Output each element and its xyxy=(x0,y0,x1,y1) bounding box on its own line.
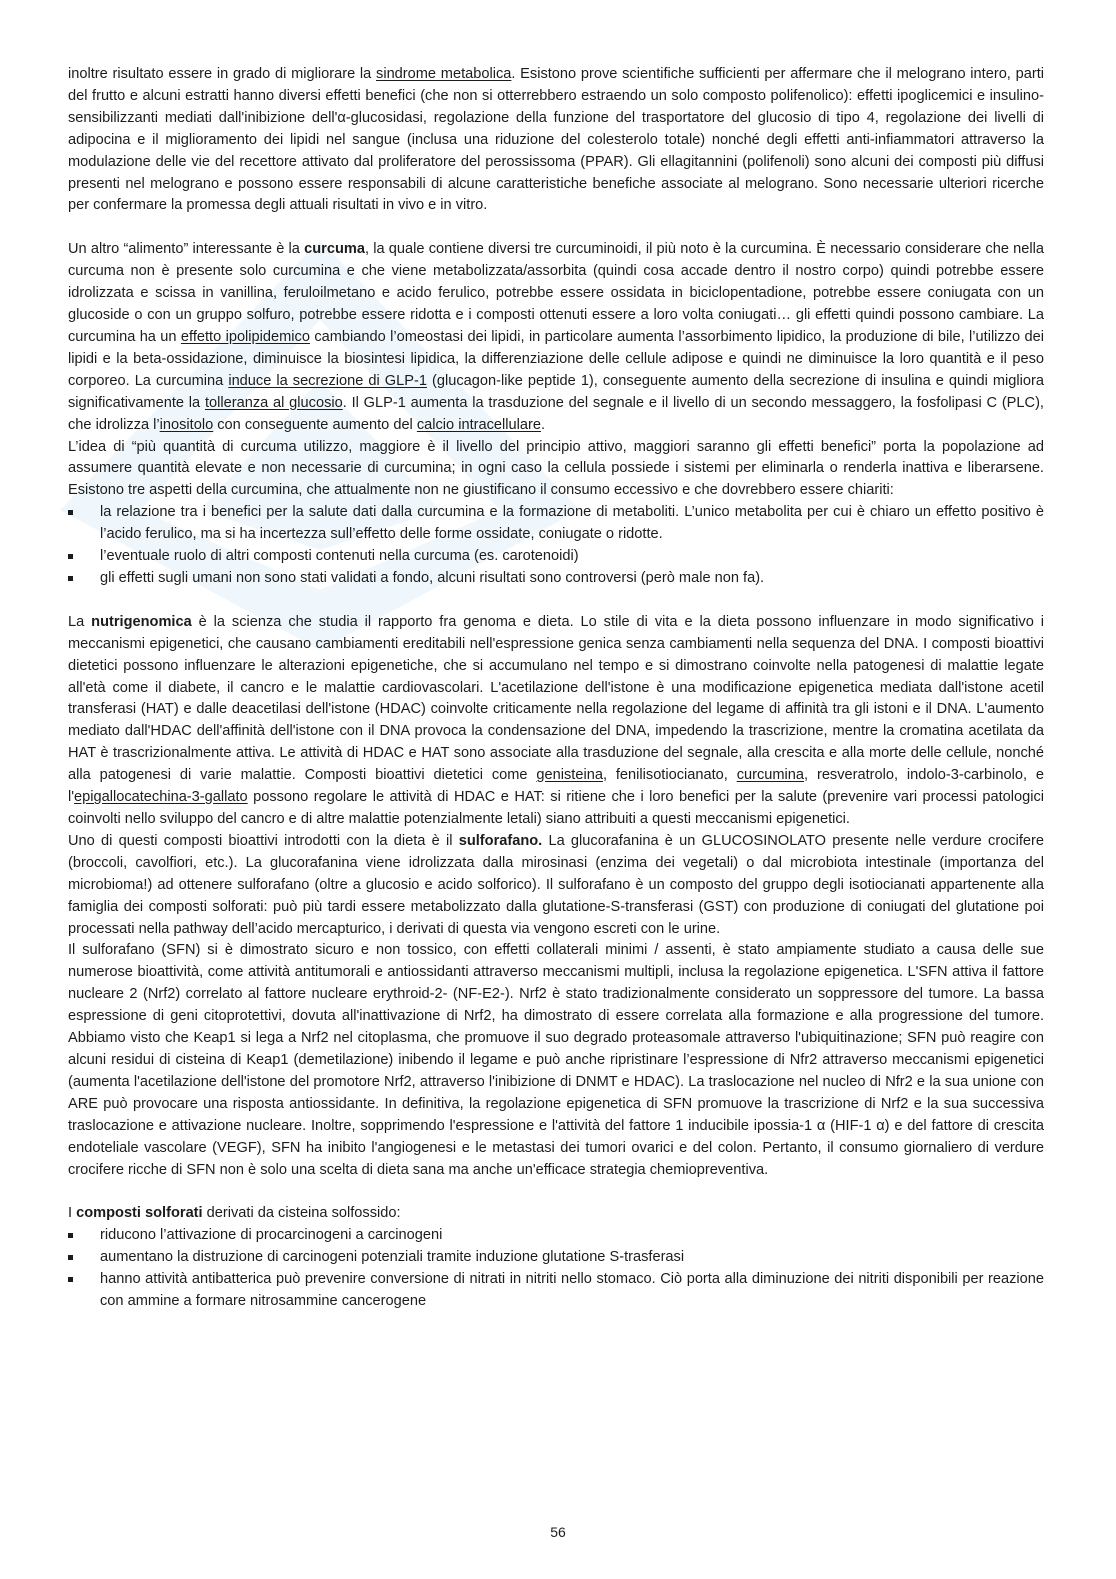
paragraph-melograno: inoltre risultato essere in grado di migliorare la sindrome metabolica. Esistono prove scientifiche sufficienti per affermare che il melograno intero, parti del frutto e alcuni estratti hanno diversi effetti benefici (che non si otterrebbero estraendo un solo composto polifenolico): effetti ipoglicemici e insulino-sensibilizzanti mediati dall'inibizione dell'α-glucosidasi, regolazione della funzione del trasportatore del glucosio di tipo 4, regolazione dei livelli di adipocina e il miglioramento dei lipidi nel sangue (inclusa una riduzione del colesterolo totale) nonché degli effetti anti-infiammatori attraverso la modulazione delle vie del recettore attivato dal proliferatore del perossissoma (PPAR). Gli ellagitannini (polifenoli) sono alcuni dei composti più diffusi presenti nel melograno e possono essere responsabili di alcune caratteristiche benefiche associate al melograno. Sono necessarie ulteriori ricerche per confermare la promessa degli attuali risultati in vivo e in vitro. xyxy=(68,66,1044,214)
curcumina-aspects-list xyxy=(68,502,1044,590)
term-genisteina: genisteina xyxy=(536,767,603,784)
link-sindrome-metabolica: sindrome metabolica xyxy=(376,66,512,82)
term-calcio-intracellulare: calcio intracellulare xyxy=(416,416,541,433)
list-item: l’eventuale ruolo di altri composti contenuti nella curcuma (es. carotenoidi) xyxy=(68,546,1044,568)
term-composti-solforati: composti solforati xyxy=(76,1205,203,1222)
paragraph-composti-solforati: I composti solforati derivati da cisteina solfossido: xyxy=(68,1205,401,1222)
page-number: 56 xyxy=(550,1524,566,1540)
list-item: la relazione tra i benefici per la salute dati dalla curcumina e la formazione di metaboliti. L’unico metabolita per cui è chiaro un effetto positivo è l’acido ferulico, ma si ha incertezza sull’effetto delle forme ossidate, coniugate o ridotte. xyxy=(68,502,1044,546)
list-item: hanno attività antibatterica può prevenire conversione di nitrati in nitriti nello stomaco. Ciò porta alla diminuzione dei nitriti disponibili per reazione con ammine a formare nitrosammine cancerogene xyxy=(68,1269,1044,1313)
composti-solforati-list xyxy=(68,1225,1044,1313)
list-item: gli effetti sugli umani non sono stati validati a fondo, alcuni risultati sono controversi (però male non fa). xyxy=(68,568,1044,590)
term-inositolo: inositolo xyxy=(159,416,214,433)
term-curcumina: curcumina xyxy=(736,767,805,784)
term-glp1: induce la secrezione di GLP-1 xyxy=(228,372,427,389)
paragraph-sfn: Il sulforafano (SFN) si è dimostrato sicuro e non tossico, con effetti collaterali minimi / assenti, è stato ampiamente studiato a causa delle sue numerose bioattività, come attività antitumorali e antiossidanti attraverso meccanismi multipli, inclusa la regolazione epigenetica. L'SFN attiva il fattore nucleare 2 (Nrf2) correlato al fattore nucleare erythroid-2- (NF-E2-). Nrf2 è stato tradizionalmente considerato un soppressore del tumore. La bassa espressione di geni citoprotettivi, dovuta all'inattivazione di Nrf2, ha dimostrato di essere correlata alla formazione e alla progressione del tumore. Abbiamo visto che Keap1 si lega a Nrf2 nel citoplasma, che promuove il suo degrado proteasomale attraverso l'ubiquitinazione; SFN può reagire con alcuni residui di cisteina di Keap1 (demetilazione) inibendo il legame e può anche ripristinare l’espressione di Nfr2 attraverso meccanismi epigenetici (aumenta l'acetilazione dell'istone del promotore Nrf2, attraverso l'inibizione di DNMT e HDAC). La traslocazione nel nucleo di Nfr2 e la sua unione con ARE può provocare una risposta antiossidante. In definitiva, la regolazione epigenetica di SFN promuove la trascrizione di Nrf2 e la sua successiva traslocazione e attivazione nucleare. Inoltre, sopprimendo l'espressione e l'attività del fattore 1 inducibile ipossia-1 α (HIF-1 α) e del fattore di crescita endoteliale vascolare (VEGF), SFN ha inibito l'angiogenesi e le metastasi dei tumori ovarici e del colon. Pertanto, il consumo giornaliero di verdure crocifere ricche di SFN non è solo una scelta di dieta sana ma anche un'efficace strategia chemiopreventiva. xyxy=(68,942,1044,1178)
page-content xyxy=(68,64,1044,1313)
paragraph-quantita-curcuma: L’idea di “più quantità di curcuma utilizzo, maggiore è il livello del principio attivo, maggiori saranno gli effetti benefici” porta la popolazione ad assumere quantità elevate e non necessarie di curcumina; in ogni caso la cellula possiede i sistemi per eliminarla o renderla inattiva e liberarsene. Esistono tre aspetti della curcumina, che attualmente non ne giustificano il consumo eccessivo e che dovrebbero essere chiariti: xyxy=(68,438,1044,499)
list-item: aumentano la distruzione di carcinogeni potenziali tramite induzione glutatione S-trasferasi xyxy=(68,1247,1044,1269)
term-nutrigenomica: nutrigenomica xyxy=(91,613,192,630)
paragraph-sulforafano: Uno di questi composti bioattivi introdotti con la dieta è il sulforafano. La glucorafanina è un GLUCOSINOLATO presente nelle verdure crocifere (broccoli, cavolfiori, etc.). La glucorafanina viene idrolizzata dalla mirosinasi (enzima dei vegetali) o dal microbiota intestinale (importanza del microbioma!) ad ottenere sulforafano (oltre a glucosio e acido solforico). Il sulforafano è un composto del gruppo degli isotiocianati appartenente alla famiglia dei composti solforati: può più tardi essere metabolizzato dalla glutatione-S-transferasi (GST) con produzione di coniugati del glutatione poi processati nella pathway dell’acido mercapturico, i derivati di questa via vengono escreti con le urine. xyxy=(68,832,1044,937)
term-curcuma: curcuma xyxy=(304,241,365,258)
list-item: riducono l’attivazione di procarcinogeni a carcinogeni xyxy=(68,1225,1044,1247)
term-tolleranza-glucosio: tolleranza al glucosio xyxy=(204,394,343,411)
term-sulforafano: sulforafano. xyxy=(458,832,543,849)
term-effetto-ipolipidemico: effetto ipolipidemico xyxy=(180,328,310,345)
paragraph-curcuma: Un altro “alimento” interessante è la curcuma, la quale contiene diversi tre curcuminoidi, il più noto è la curcumina. È necessario considerare che nella curcuma non è presente solo curcumina e che viene metabolizzata/assorbita (quindi cosa accade dentro il nostro corpo) quindi potrebbe essere idrolizzata e scissa in vanillina, feruloilmetano e acido ferulico, potrebbe essere ossidata in biciclopentadione, potrebbe essere coniugata con un glucoside o con un gruppo solfuro, potrebbe essere ridotta e i composti ottenuti essere a loro volta coniugati… gli effetti quindi possono cambiare. La curcumina ha un effetto ipolipidemico cambiando l’omeostasi dei lipidi, in particolare aumenta l’assorbimento lipidico, la produzione di bile, l’utilizzo dei lipidi e la beta-ossidazione, diminuisce la biosintesi lipidica, la differenziazione delle cellule adipose e quindi ne diminuisce la loro quantità e il peso corporeo. La curcumina induce la secrezione di GLP-1 (glucagon-like peptide 1), conseguente aumento della secrezione di insulina e quindi migliora significativamente la tolleranza al glucosio. Il GLP-1 aumenta la trasduzione del segnale e il livello di un secondo messaggero, la fosfolipasi C (PLC), che idrolizza l’inositolo con conseguente aumento del calcio intracellulare. xyxy=(68,241,1044,433)
paragraph-nutrigenomica: La nutrigenomica è la scienza che studia il rapporto fra genoma e dieta. Lo stile di vita e la dieta possono influenzare in modo significativo i meccanismi epigenetici, che causano cambiamenti ereditabili nell'espressione genica senza cambiamenti nella sequenza del DNA. I composti bioattivi dietetici possono influenzare le alterazioni epigenetiche, che si accumulano nel tempo e si dimostrano coinvolte nella patogenesi di malattie legate all'età come il diabete, il cancro e le malattie cardiovascolari. L'acetilazione dell'istone è una modificazione epigenetica mediata dall'istone acetil transferasi (HAT) e dalle deacetilasi dell'istone (HDAC) coinvolte criticamente nella regolazione del legame di affinità tra gli istoni e il DNA. L'aumento mediato dall'HDAC dell'affinità dell'istone con il DNA provoca la condensazione del DNA, impedendo la trascrizione, mentre la cromatina acetilata da HAT è trascrizionalmente attiva. Le attività di HDAC e HAT sono associate alla trasduzione del segnale, alla crescita e alla morte delle cellule, nonché alla patogenesi di varie malattie. Composti bioattivi dietetici come genisteina, fenilisotiocianato, curcumina, resveratrolo, indolo-3-carbinolo, e l'epigallocatechina-3-gallato possono regolare le attività di HDAC e HAT: si ritiene che i loro benefici per la salute (prevenire vari processi patologici coinvolti nello sviluppo del cancro e di altre malattie potenzialmente letali) siano attribuiti a questi meccanismi epigenetici. xyxy=(68,613,1044,827)
term-epigallocatechina: epigallocatechina-3-gallato xyxy=(74,789,248,806)
